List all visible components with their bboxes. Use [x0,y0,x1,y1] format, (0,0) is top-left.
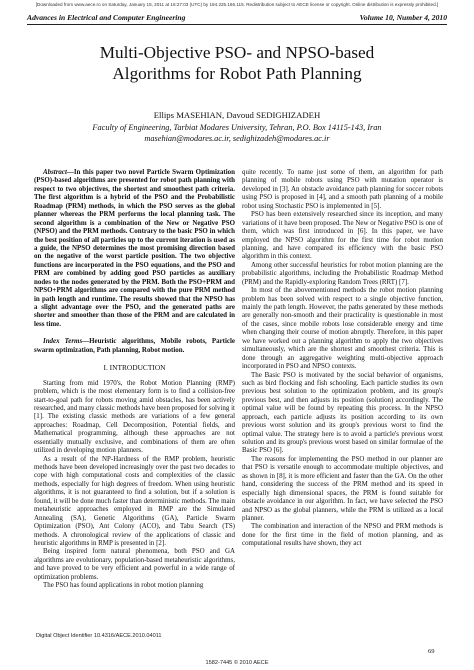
body-paragraph: As a result of the NP-Hardness of the RMP problem, heuristic methods have been developed increasingly over the past two decades to cope with high computational costs and complexities of the classic methods, especially for high degrees of freedom. When using heuristic algorithms, it is not guaranteed to find a solution, but if a solution is found, it will be done much faster than deterministic methods. The main metaheuristic approaches employed in RMP are the Simulated Annealing (SA), Genetic Algorithms (GA), Particle Swarm Optimization (PSO), Ant Colony (ACO), and Tabu Search (TS) methods. A chronological review of the applications of classic and heuristic algorithms in RMP is presented in [2]. [34,454,235,547]
paper-title [27,42,447,84]
section-heading-introduction: I. INTRODUCTION [103,363,166,373]
journal-name: Advances in Electrical and Computer Engineering [27,13,186,22]
index-terms-text: —Heuristic algorithms, Mobile robots, Particle swarm optimization, Path planning, Robot motion. [34,337,235,354]
volume-info: Volume 10, Number 4, 2010 [359,13,447,22]
index-terms [34,337,235,354]
body-paragraph: PSO has been extensively researched since its inception, and many variations of it have been proposed. The New or Negative PSO is one of them, which was first introduced in [6]. In this paper, we have employed the NPSO algorithm for the first time for robot motion planning, and have compared its efficiency with the basic PSO algorithm in this context. [242,210,443,261]
title-line-1: Multi-Objective PSO- and NPSO-based [99,43,375,62]
body-paragraph: The PSO has found applications in robot motion planning [43,581,204,590]
left-column [34,168,235,644]
abstract-label: Abstract [43,168,67,176]
body-paragraph: In most of the abovementioned methods the robot motion planning problem has been solved with respect to a single objective function, mainly the path length. However, the paths generated by these methods are generally non-smooth and their practicality is questionable in most of the cases, since mobile robots lose considerable energy and time when changing their course of motion abruptly. Therefore, in this paper we have worked out a planning algorithm to apply the two objectives simultaneously, which are the shortest and smoothest criteria. This is done through an aggregative weighting multi-objective approach incorporated in PSO and NPSO contexts. [242,286,443,371]
body-paragraph: quite recently. To name just some of them, an algorithm for path planning of mobile robots using PSO with mutation operator is developed in [3]. An obstacle avoidance path planning for soccer robots using PSO is proposed in [4], and a smooth path planning of a mobile robot using Stochastic PSO is implemented in [5]. [242,168,443,210]
copyright-notice: 1582-7445 © 2010 AECE [205,660,269,666]
body-paragraph: The Basic PSO is motivated by the social behavior of organisms, such as bird flocking and fish schooling. Each particle studies its own previous best solution to the optimization problem, and its group's previous best, and then adjusts its position (solution) accordingly. The optimal value will be found by repeating this process. In the NPSO approach, each particle adjusts its position according to its own previous worst solution and its group's previous worst to find the optimal value. The strategy here is to avoid a particle's previous worst solution and its group's previous worst based on similar formulae of the Basic PSO [6]. [242,370,443,455]
author-emails: masehian@modares.ac.ir, sedighizadeh@modares.ac.ir [144,134,330,143]
doi-footer: Digital Object Identifier 10.4316/AECE.2010.04011 [36,633,162,639]
download-notice: [Downloaded from www.aece.ro on Saturday, January 15, 2011 at 16:27:03 (UTC) by 194.225.166.115. Redistribution subject to AECE license or copyright. Online distribution is expressly prohibited.] [35,2,439,7]
body-paragraph: The reasons for implementing the PSO method in our planner are that PSO is versatile enough to accommodate multiple objectives, and as shown in [8], it is more efficient and faster than the GA. On the other hand, considering the success of the PRM method and its speed in especially high dimensional spaces, the PRM is found suitable for obstacle avoidance in our algorithm. In fact, we have selected the PSO and NPSO as the global planners, while the PRM is utilized as a local planner. [242,454,443,522]
author-names: Ellips MASEHIAN, Davoud SEDIGHIZADEH [153,110,321,120]
page-number: 69 [428,648,435,655]
title-line-2: Algorithms for Robot Path Planning [112,64,362,83]
affiliation [27,122,447,144]
right-column [242,168,443,652]
body-paragraph: Among other successful heuristics for robot motion planning are the probabilistic algorithms, including the Probabilistic Roadmap Method (PRM) and the Rapidly-exploring Random Trees (RRT) [7]. [242,260,443,286]
affiliation-address: Faculty of Engineering, Tarbiat Modares University, Tehran, P.O. Box 14115-143, Iran [92,123,382,132]
abstract [34,168,235,328]
index-terms-label: Index Terms [43,337,83,346]
body-paragraph: Being inspired form natural phenomena, both PSO and GA algorithms are evolutionary, population-based metaheuristic algorithms, and have proved to be very efficient and powerful in a wide range of optimization problems. [34,547,235,581]
body-paragraph: Starting from mid 1970's, the Robot Motion Planning (RMP) problem, which is the most elementary form is to find a collision-free start-to-goal path for robots moving amid obstacles, has been actively researched, and many classic methods have been proposed for solving it [1]. The existing classic methods are variations of a few general approaches: Roadmap, Cell Decomposition, Potential fields, and Mathematical programming, although these approaches are not essentially mutually exclusive, and combinations of them are often utilized in developing motion planners. [34,378,235,455]
running-header [27,12,447,25]
body-paragraph: The combination and interaction of the NPSO and PRM methods is done for the first time in the field of motion planning, and as computational results have shown, they act [242,522,443,548]
abstract-text: —In this paper two novel Particle Swarm Optimization (PSO)-based algorithms are presented for robot path planning with respect to two objectives, the shortest and smoothest path criteria. The first algorithm is a hybrid of the PSO and the Probabilistic Roadmap (PRM) methods, in which the PSO serves as the global planner whereas the PRM performs the local planning task. The second algorithm is a combination of the New or Negative PSO (NPSO) and the PRM methods. Contrary to the basic PSO in which the best position of all particles up to the current iteration is used as a guide, the NPSO determines the most promising direction based on the negative of the worst particle position. The two objective functions are incorporated in the PSO equations, and the PSO and PRM are combined by adding good PSO particles as auxiliary nodes to the nodes generated by the PRM. Both the PSO+PRM and NPSO+PRM algorithms are compared with the pure PRM method in path length and runtime. The results showed that the NPSO has a slight advantage over the PSO, and the generated paths are shorter and smoother than those of the PRM and are calculated in less time. [34,168,235,328]
